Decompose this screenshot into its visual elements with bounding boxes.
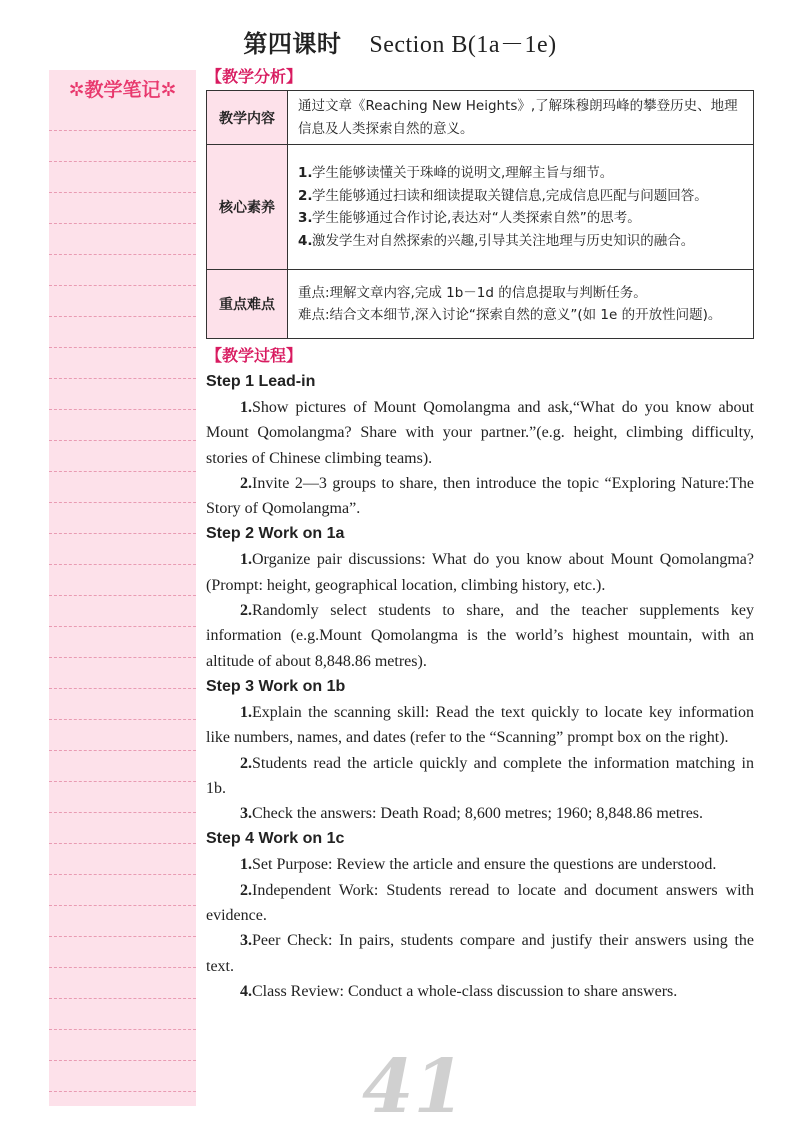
step-paragraph: 2.Invite 2—3 groups to share, then introduce the topic “Exploring Nature:The Story of Qomolangma”.	[206, 474, 754, 518]
step-paragraph: 1.Organize pair discussions: What do you know about Mount Qomolangma? (Prompt: height, geographical location, climbing history, etc.).	[206, 551, 754, 594]
step-paragraph: 3.Check the answers: Death Road; 8,600 metres; 1960; 8,848.86 metres.	[240, 805, 704, 823]
note-line	[49, 781, 196, 782]
note-line	[49, 750, 196, 751]
note-line	[49, 502, 196, 503]
step-paragraph: 2.Students read the article quickly and complete the information matching in 1b.	[206, 754, 754, 797]
process-section	[206, 343, 754, 1004]
page-header	[0, 24, 800, 59]
step-paragraph: 2.Randomly select students to share, and the teacher supplements key information (e.g.Mount Qomolangma is the world’s highest mountain, with an altitude of about 8,848.86 metres).	[206, 602, 754, 670]
step-paragraph: 1.Set Purpose: Review the article and ensure the questions are understood.	[240, 856, 717, 874]
row-label: 核心素养	[207, 145, 288, 270]
table-row	[207, 145, 754, 270]
step-paragraph: 1.Explain the scanning skill: Read the text quickly to locate key information like numbers, names, and dates (refer to the “Scanning” prompt box on the right).	[206, 703, 754, 747]
row-label: 重点难点	[207, 270, 288, 339]
note-line	[49, 1029, 196, 1030]
note-line	[49, 719, 196, 720]
note-line	[49, 564, 196, 565]
row-content	[288, 270, 754, 339]
step-paragraph: 1.Show pictures of Mount Qomolangma and ask,“What do you know about Mount Qomolangma? Share with your partner.”(e.g. height, climbing difficulty, stories of Chinese climbing teams).	[206, 399, 754, 467]
step-paragraph: 3.Peer Check: In pairs, students compare and justify their answers using the text.	[206, 932, 754, 975]
note-lines	[49, 70, 196, 1106]
table-row	[207, 270, 754, 339]
step-title: Step 2 Work on 1a	[206, 525, 345, 543]
note-line	[49, 688, 196, 689]
note-line	[49, 471, 196, 472]
step-paragraph: 4.Class Review: Conduct a whole-class discussion to share answers.	[240, 982, 678, 1000]
step-paragraph: 2.Independent Work: Students reread to locate and document answers with evidence.	[206, 881, 754, 925]
key-point: 重点:理解文章内容,完成 1b－1d 的信息提取与判断任务。	[298, 284, 647, 301]
note-line	[49, 440, 196, 441]
list-item: 3. 学生能够通过合作讨论,表达对“人类探索自然”的思考。	[298, 210, 641, 226]
note-line	[49, 657, 196, 658]
section-label: Section B(1a－1e)	[369, 32, 557, 58]
step-title: Step 3 Work on 1b	[206, 677, 346, 695]
analysis-heading: 【教学分析】	[206, 67, 303, 86]
note-line	[49, 316, 196, 317]
process-heading: 【教学过程】	[206, 346, 303, 365]
note-line	[49, 378, 196, 379]
main-content	[206, 64, 754, 1004]
row-content	[288, 145, 754, 270]
note-line	[49, 285, 196, 286]
list-item: 4. 激发学生对自然探索的兴趣,引导其关注地理与历史知识的融合。	[298, 232, 695, 249]
sidebar-title: ✲教学笔记✲	[68, 79, 177, 101]
note-line	[49, 533, 196, 534]
row-content: 通过文章《Reaching New Heights》,了解珠穆朗玛峰的攀登历史、地理信息及人类探索自然的意义。	[288, 91, 754, 145]
note-line	[49, 812, 196, 813]
note-line	[49, 905, 196, 906]
note-line	[49, 130, 196, 131]
note-line	[49, 254, 196, 255]
note-line	[49, 998, 196, 999]
note-line	[49, 1091, 196, 1092]
note-line	[49, 1060, 196, 1061]
page-number: 41	[362, 1044, 465, 1130]
note-line	[49, 843, 196, 844]
note-line	[49, 967, 196, 968]
table-row	[207, 91, 754, 145]
note-line	[49, 874, 196, 875]
list-item: 1. 学生能够读懂关于珠峰的说明文,理解主旨与细节。	[298, 165, 614, 181]
note-line	[49, 192, 196, 193]
note-line	[49, 223, 196, 224]
step-title: Step 1 Lead-in	[206, 373, 316, 390]
note-line	[49, 347, 196, 348]
list-item: 2. 学生能够通过扫读和细读提取关键信息,完成信息匹配与问题回答。	[298, 187, 708, 204]
lesson-label: 第四课时	[243, 32, 342, 58]
difficult-point: 难点:结合文本细节,深入讨论“探索自然的意义”(如 1e 的开放性问题)。	[298, 307, 722, 323]
notes-sidebar	[49, 70, 196, 1106]
step-title: Step 4 Work on 1c	[206, 830, 345, 848]
note-line	[49, 595, 196, 596]
analysis-table	[206, 90, 754, 339]
row-label: 教学内容	[207, 91, 288, 145]
note-line	[49, 626, 196, 627]
note-line	[49, 936, 196, 937]
note-line	[49, 409, 196, 410]
note-line	[49, 161, 196, 162]
